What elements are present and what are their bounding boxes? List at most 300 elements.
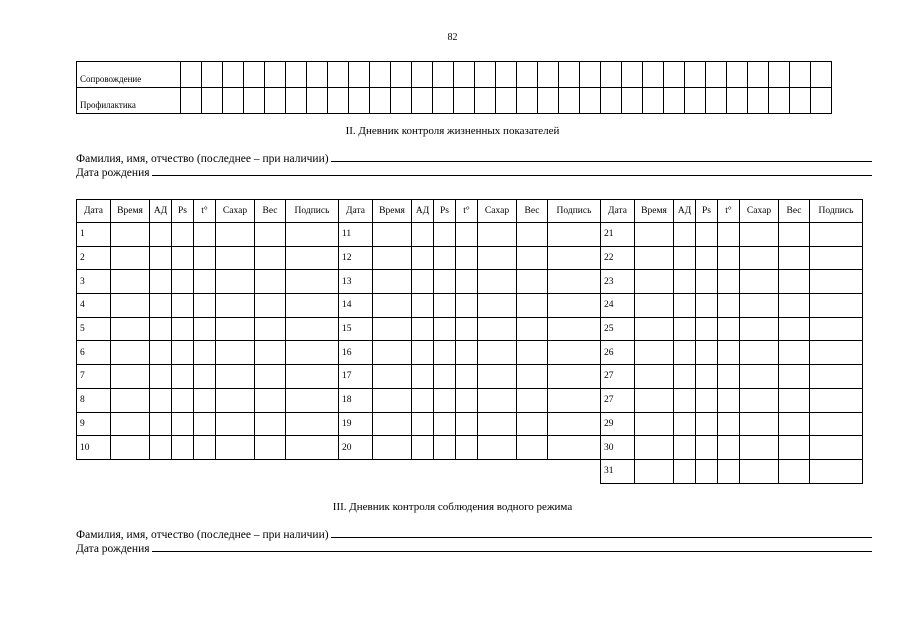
entry-cell[interactable] [635,388,674,412]
entry-cell[interactable] [674,341,696,365]
entry-cell[interactable] [548,436,601,460]
strip-cell[interactable] [223,62,244,88]
empty-cell [339,459,373,483]
entry-cell[interactable] [718,317,740,341]
date-cell: 23 [601,270,635,294]
entry-cell[interactable] [434,436,456,460]
entry-cell[interactable] [373,270,412,294]
entry-cell[interactable] [517,223,548,247]
column-header: t° [194,200,216,223]
strip-cell[interactable] [769,88,790,114]
entry-cell[interactable] [478,270,517,294]
entry-cell[interactable] [779,270,810,294]
entry-cell[interactable] [373,341,412,365]
entry-cell[interactable] [150,341,172,365]
entry-cell[interactable] [216,223,255,247]
entry-cell[interactable] [548,388,601,412]
strip-cell[interactable] [265,62,286,88]
entry-cell[interactable] [286,294,339,318]
entry-cell[interactable] [412,436,434,460]
entry-cell[interactable] [412,412,434,436]
entry-cell[interactable] [810,341,863,365]
entry-cell[interactable] [150,317,172,341]
strip-cell[interactable] [706,88,727,114]
entry-cell[interactable] [740,365,779,389]
entry-cell[interactable] [216,270,255,294]
entry-cell[interactable] [456,317,478,341]
entry-cell[interactable] [434,412,456,436]
strip-cell[interactable] [559,62,580,88]
entry-cell[interactable] [412,317,434,341]
date-cell: 8 [77,388,111,412]
entry-cell[interactable] [810,365,863,389]
entry-cell[interactable] [412,294,434,318]
column-header: АД [412,200,434,223]
entry-cell[interactable] [517,270,548,294]
strip-cell[interactable] [643,62,664,88]
entry-cell[interactable] [255,294,286,318]
entry-cell[interactable] [810,436,863,460]
entry-cell[interactable] [216,365,255,389]
entry-cell[interactable] [779,246,810,270]
entry-cell[interactable] [456,388,478,412]
strip-cell[interactable] [391,62,412,88]
entry-cell[interactable] [696,412,718,436]
entry-cell[interactable] [434,294,456,318]
entry-cell[interactable] [255,365,286,389]
entry-cell[interactable] [478,317,517,341]
entry-cell[interactable] [194,246,216,270]
strip-cell[interactable] [496,62,517,88]
entry-cell[interactable] [456,294,478,318]
strip-cell[interactable] [643,88,664,114]
entry-cell[interactable] [194,436,216,460]
entry-cell[interactable] [548,412,601,436]
empty-cell [286,459,339,483]
entry-cell[interactable] [150,294,172,318]
full-name-field[interactable] [76,153,872,165]
entry-cell[interactable] [172,412,194,436]
entry-cell[interactable] [150,365,172,389]
entry-cell[interactable] [478,412,517,436]
strip-cell[interactable] [433,88,454,114]
entry-cell[interactable] [718,270,740,294]
entry-cell[interactable] [216,246,255,270]
strip-cell[interactable] [559,88,580,114]
entry-cell[interactable] [696,294,718,318]
entry-cell[interactable] [779,365,810,389]
entry-cell[interactable] [718,459,740,483]
strip-cell[interactable] [181,88,202,114]
entry-cell[interactable] [172,223,194,247]
entry-cell[interactable] [718,436,740,460]
entry-cell[interactable] [478,436,517,460]
entry-cell[interactable] [740,246,779,270]
strip-cell[interactable] [685,88,706,114]
strip-cell[interactable] [601,88,622,114]
strip-cell[interactable] [517,62,538,88]
entry-cell[interactable] [434,388,456,412]
strip-cell[interactable] [811,88,832,114]
entry-cell[interactable] [810,223,863,247]
entry-cell[interactable] [674,412,696,436]
entry-cell[interactable] [194,412,216,436]
entry-cell[interactable] [373,246,412,270]
entry-cell[interactable] [111,436,150,460]
entry-cell[interactable] [456,341,478,365]
entry-cell[interactable] [635,365,674,389]
entry-cell[interactable] [740,223,779,247]
entry-cell[interactable] [194,388,216,412]
entry-cell[interactable] [548,246,601,270]
strip-cell[interactable] [454,88,475,114]
strip-cell[interactable] [286,62,307,88]
strip-cell[interactable] [769,62,790,88]
strip-cell[interactable] [328,62,349,88]
entry-cell[interactable] [696,317,718,341]
strip-cell[interactable] [622,62,643,88]
entry-cell[interactable] [674,270,696,294]
entry-cell[interactable] [718,412,740,436]
entry-cell[interactable] [172,246,194,270]
entry-cell[interactable] [810,270,863,294]
entry-cell[interactable] [216,294,255,318]
entry-cell[interactable] [696,270,718,294]
entry-cell[interactable] [373,294,412,318]
entry-cell[interactable] [111,246,150,270]
entry-cell[interactable] [674,294,696,318]
entry-cell[interactable] [718,365,740,389]
entry-cell[interactable] [412,246,434,270]
date-cell: 10 [77,436,111,460]
entry-cell[interactable] [810,294,863,318]
column-header: t° [456,200,478,223]
entry-cell[interactable] [434,223,456,247]
entry-cell[interactable] [255,270,286,294]
entry-cell[interactable] [456,246,478,270]
entry-cell[interactable] [150,388,172,412]
entry-cell[interactable] [111,412,150,436]
strip-cell[interactable] [433,62,454,88]
entry-cell[interactable] [674,317,696,341]
entry-cell[interactable] [779,317,810,341]
entry-cell[interactable] [456,365,478,389]
entry-cell[interactable] [111,294,150,318]
entry-cell[interactable] [740,341,779,365]
strip-cell[interactable] [685,62,706,88]
strip-cell[interactable] [454,62,475,88]
entry-cell[interactable] [740,388,779,412]
birth-date-field[interactable] [76,167,872,179]
entry-cell[interactable] [412,365,434,389]
entry-cell[interactable] [111,365,150,389]
strip-cell[interactable] [664,88,685,114]
entry-cell[interactable] [286,317,339,341]
entry-cell[interactable] [740,412,779,436]
entry-cell[interactable] [740,270,779,294]
entry-cell[interactable] [172,436,194,460]
entry-cell[interactable] [434,365,456,389]
strip-cell[interactable] [601,62,622,88]
entry-cell[interactable] [635,246,674,270]
entry-cell[interactable] [194,365,216,389]
entry-cell[interactable] [674,388,696,412]
entry-cell[interactable] [478,341,517,365]
entry-cell[interactable] [696,365,718,389]
entry-cell[interactable] [150,223,172,247]
entry-cell[interactable] [810,246,863,270]
strip-cell[interactable] [538,62,559,88]
strip-cell[interactable] [412,62,433,88]
entry-cell[interactable] [674,246,696,270]
strip-cell[interactable] [328,88,349,114]
strip-cell[interactable] [244,88,265,114]
entry-cell[interactable] [373,436,412,460]
entry-cell[interactable] [286,341,339,365]
strip-cell[interactable] [517,88,538,114]
entry-cell[interactable] [548,294,601,318]
entry-cell[interactable] [696,388,718,412]
entry-cell[interactable] [548,365,601,389]
entry-cell[interactable] [478,365,517,389]
strip-cell[interactable] [790,62,811,88]
entry-cell[interactable] [718,223,740,247]
strip-cell[interactable] [307,62,328,88]
entry-cell[interactable] [412,223,434,247]
entry-cell[interactable] [255,412,286,436]
entry-cell[interactable] [478,223,517,247]
entry-cell[interactable] [172,365,194,389]
vital-signs-table [76,199,863,484]
entry-cell[interactable] [696,246,718,270]
entry-cell[interactable] [194,270,216,294]
entry-cell[interactable] [150,412,172,436]
entry-cell[interactable] [517,412,548,436]
entry-cell[interactable] [635,270,674,294]
entry-cell[interactable] [286,412,339,436]
entry-cell[interactable] [674,223,696,247]
entry-cell[interactable] [674,459,696,483]
entry-cell[interactable] [216,388,255,412]
strip-cell[interactable] [811,62,832,88]
entry-cell[interactable] [150,436,172,460]
entry-cell[interactable] [286,246,339,270]
strip-cell[interactable] [202,62,223,88]
entry-cell[interactable] [412,388,434,412]
entry-cell[interactable] [810,317,863,341]
strip-cell[interactable] [223,88,244,114]
entry-cell[interactable] [456,270,478,294]
entry-cell[interactable] [779,341,810,365]
entry-cell[interactable] [718,341,740,365]
entry-cell[interactable] [150,246,172,270]
strip-cell[interactable] [265,88,286,114]
column-header: Время [373,200,412,223]
entry-cell[interactable] [172,270,194,294]
strip-cell[interactable] [286,88,307,114]
entry-cell[interactable] [412,270,434,294]
entry-cell[interactable] [255,317,286,341]
entry-cell[interactable] [517,365,548,389]
strip-cell[interactable] [580,88,601,114]
strip-cell[interactable] [181,62,202,88]
entry-cell[interactable] [286,223,339,247]
entry-cell[interactable] [255,341,286,365]
entry-cell[interactable] [255,436,286,460]
strip-cell[interactable] [370,88,391,114]
strip-cell[interactable] [307,88,328,114]
entry-cell[interactable] [478,294,517,318]
strip-cell[interactable] [412,88,433,114]
entry-cell[interactable] [172,294,194,318]
entry-cell[interactable] [517,341,548,365]
entry-cell[interactable] [255,246,286,270]
entry-cell[interactable] [478,246,517,270]
entry-cell[interactable] [696,436,718,460]
strip-cell[interactable] [727,62,748,88]
entry-cell[interactable] [111,388,150,412]
entry-cell[interactable] [111,317,150,341]
entry-cell[interactable] [548,223,601,247]
strip-cell[interactable] [349,88,370,114]
strip-cell[interactable] [748,88,769,114]
column-header: Вес [255,200,286,223]
entry-cell[interactable] [635,459,674,483]
strip-cell[interactable] [727,88,748,114]
care-strip-table [76,61,832,114]
entry-cell[interactable] [434,270,456,294]
entry-cell[interactable] [286,388,339,412]
entry-cell[interactable] [635,412,674,436]
strip-cell[interactable] [244,62,265,88]
strip-cell[interactable] [475,88,496,114]
entry-cell[interactable] [517,317,548,341]
entry-cell[interactable] [779,459,810,483]
entry-cell[interactable] [286,436,339,460]
entry-cell[interactable] [517,294,548,318]
entry-cell[interactable] [517,246,548,270]
strip-cell[interactable] [748,62,769,88]
entry-cell[interactable] [255,388,286,412]
entry-cell[interactable] [779,388,810,412]
entry-cell[interactable] [216,436,255,460]
entry-cell[interactable] [456,223,478,247]
entry-cell[interactable] [286,270,339,294]
entry-cell[interactable] [674,365,696,389]
entry-cell[interactable] [412,341,434,365]
entry-cell[interactable] [255,223,286,247]
strip-cell[interactable] [370,62,391,88]
strip-cell[interactable] [706,62,727,88]
entry-cell[interactable] [194,341,216,365]
entry-cell[interactable] [456,436,478,460]
entry-cell[interactable] [373,412,412,436]
entry-cell[interactable] [216,317,255,341]
entry-cell[interactable] [696,459,718,483]
entry-cell[interactable] [517,388,548,412]
strip-cell[interactable] [202,88,223,114]
entry-cell[interactable] [216,412,255,436]
entry-cell[interactable] [548,317,601,341]
entry-cell[interactable] [150,270,172,294]
empty-cell [77,459,111,483]
strip-cell[interactable] [475,62,496,88]
entry-cell[interactable] [172,388,194,412]
entry-cell[interactable] [517,436,548,460]
entry-cell[interactable] [548,341,601,365]
entry-cell[interactable] [718,246,740,270]
entry-cell[interactable] [740,294,779,318]
entry-cell[interactable] [696,341,718,365]
water-birth-date-field[interactable] [76,543,872,555]
entry-cell[interactable] [779,412,810,436]
entry-cell[interactable] [635,223,674,247]
entry-cell[interactable] [740,436,779,460]
entry-cell[interactable] [172,317,194,341]
strip-cell[interactable] [622,88,643,114]
entry-cell[interactable] [111,270,150,294]
entry-cell[interactable] [434,246,456,270]
entry-cell[interactable] [718,294,740,318]
strip-cell[interactable] [496,88,517,114]
entry-cell[interactable] [434,341,456,365]
entry-cell[interactable] [548,270,601,294]
entry-cell[interactable] [216,341,255,365]
entry-cell[interactable] [810,388,863,412]
empty-cell [517,459,548,483]
entry-cell[interactable] [718,388,740,412]
entry-cell[interactable] [373,223,412,247]
strip-cell[interactable] [538,88,559,114]
water-full-name-field[interactable] [76,529,872,541]
entry-cell[interactable] [740,317,779,341]
strip-cell[interactable] [790,88,811,114]
entry-cell[interactable] [373,388,412,412]
entry-cell[interactable] [373,317,412,341]
entry-cell[interactable] [194,223,216,247]
entry-cell[interactable] [111,223,150,247]
entry-cell[interactable] [286,365,339,389]
strip-cell[interactable] [580,62,601,88]
strip-cell[interactable] [349,62,370,88]
entry-cell[interactable] [810,459,863,483]
entry-cell[interactable] [635,294,674,318]
entry-cell[interactable] [172,341,194,365]
entry-cell[interactable] [810,412,863,436]
entry-cell[interactable] [779,294,810,318]
entry-cell[interactable] [456,412,478,436]
table-row [77,436,863,460]
entry-cell[interactable] [674,436,696,460]
entry-cell[interactable] [373,365,412,389]
entry-cell[interactable] [194,294,216,318]
date-cell: 13 [339,270,373,294]
strip-cell[interactable] [664,62,685,88]
entry-cell[interactable] [779,436,810,460]
strip-cell[interactable] [391,88,412,114]
entry-cell[interactable] [111,341,150,365]
entry-cell[interactable] [635,341,674,365]
entry-cell[interactable] [779,223,810,247]
entry-cell[interactable] [740,459,779,483]
entry-cell[interactable] [478,388,517,412]
entry-cell[interactable] [434,317,456,341]
entry-cell[interactable] [194,317,216,341]
entry-cell[interactable] [635,436,674,460]
entry-cell[interactable] [696,223,718,247]
entry-cell[interactable] [635,317,674,341]
date-cell: 24 [601,294,635,318]
